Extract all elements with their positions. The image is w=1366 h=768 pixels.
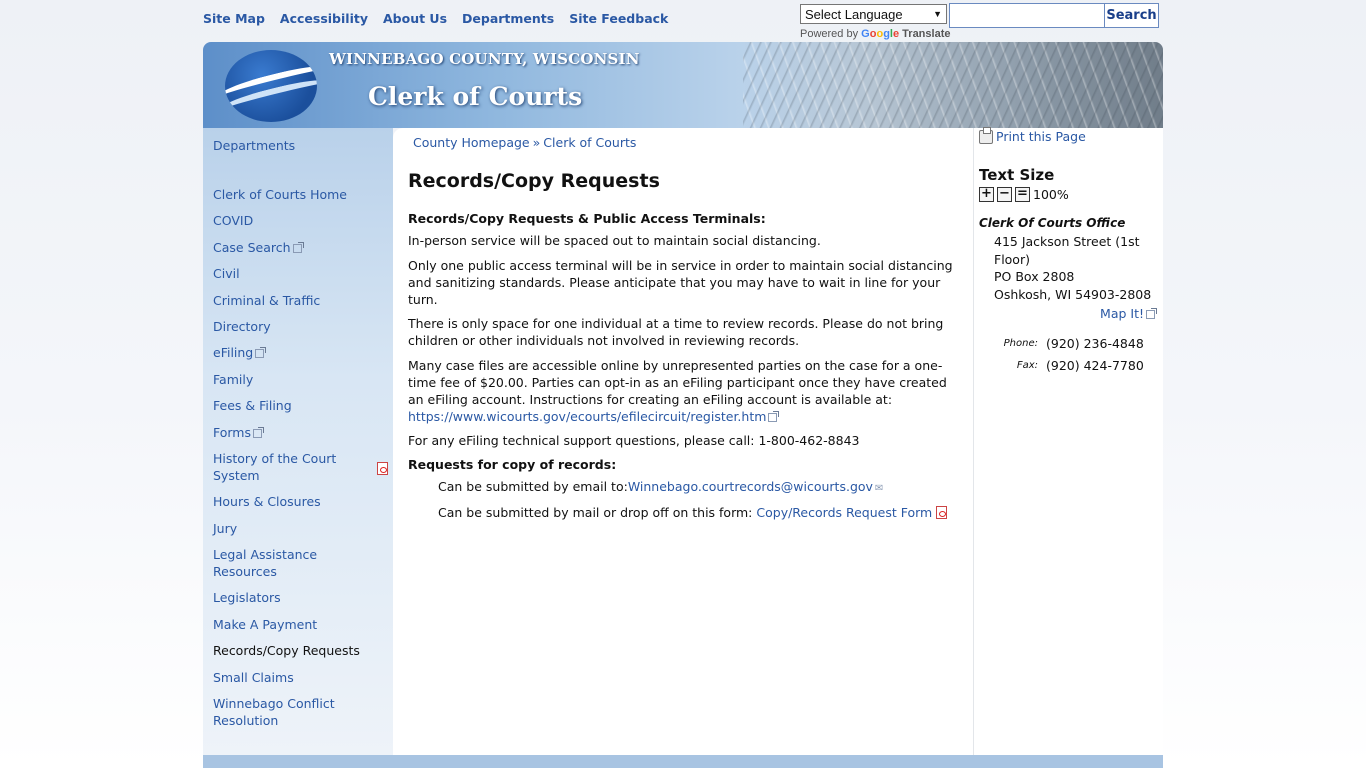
powered-by-google: [800, 28, 950, 40]
sidebar-item-criminal-traffic[interactable]: [213, 292, 393, 309]
site-search: [949, 3, 1159, 28]
email-request-text: Can be submitted by email to:: [438, 478, 628, 494]
site-map-link[interactable]: Site Map: [203, 11, 265, 26]
search-input[interactable]: [949, 3, 1105, 28]
address-line-2: PO Box 2808: [994, 269, 1075, 284]
sidebar-nav: [213, 186, 393, 729]
text-size-title: Text Size: [979, 166, 1055, 184]
sidebar-item-history[interactable]: [213, 450, 393, 484]
external-link-icon: [255, 349, 264, 358]
sidebar-item-records-copy[interactable]: [213, 642, 393, 659]
fax-row: [979, 358, 1163, 373]
text-size-value: 100%: [1033, 187, 1069, 202]
sidebar-item-label[interactable]: History of the Court System: [213, 450, 337, 483]
fax-value: (920) 424-7780: [1046, 358, 1144, 373]
breadcrumb: [408, 135, 958, 150]
mail-request-text: Can be submitted by mail or drop off on this form:: [438, 505, 753, 520]
department-name: Clerk of Courts: [368, 82, 583, 111]
phone-row: [979, 336, 1163, 351]
phone-label: Phone:: [1003, 338, 1038, 349]
sidebar-item-label[interactable]: Forms: [213, 424, 252, 440]
address-line-1: 415 Jackson Street (1st Floor): [994, 234, 1140, 267]
sidebar-item-label[interactable]: Jury: [213, 520, 238, 536]
accessibility-link[interactable]: Accessibility: [279, 11, 368, 26]
sidebar-item-label[interactable]: Clerk of Courts Home: [213, 187, 348, 202]
office-title: Clerk Of Courts Office: [979, 216, 1126, 230]
google-translate: [800, 4, 950, 40]
sidebar-item-label[interactable]: Legal Assistance Resources: [213, 547, 318, 580]
external-link-icon: [293, 244, 302, 253]
mail-icon: ✉: [874, 482, 884, 494]
efiling-register-link[interactable]: https://www.wicourts.gov/ecourts/efilecircuit/register.htm: [408, 408, 767, 424]
sidebar-item-label[interactable]: Records/Copy Requests: [213, 643, 360, 659]
banner: [203, 42, 1163, 128]
sidebar-item-fees-filing[interactable]: [213, 397, 393, 414]
language-select-label: Select Language: [805, 6, 903, 22]
sidebar-item-conflict-resolution[interactable]: [213, 695, 393, 729]
email-request-line: [408, 478, 958, 497]
sidebar-item-civil[interactable]: [213, 265, 393, 282]
translate-link[interactable]: Translate: [902, 28, 951, 40]
external-link-icon: [253, 429, 262, 438]
external-link-icon: [768, 413, 777, 422]
google-logo[interactable]: Google: [861, 28, 900, 40]
paragraph-terminal: Only one public access terminal will be in service in order to maintain social distancing and sanitizing standards. Please anticipate that you may have to wait in line for your turn.: [408, 257, 953, 307]
sidebar-item-label[interactable]: Legislators: [213, 590, 281, 606]
search-button[interactable]: Search: [1105, 3, 1159, 28]
paragraph-social-distancing: In-person service will be spaced out to maintain social distancing.: [408, 233, 821, 248]
sidebar-item-label[interactable]: Hours & Closures: [213, 494, 321, 510]
site-feedback-link[interactable]: Site Feedback: [569, 11, 669, 26]
phone-value: (920) 236-4848: [1046, 336, 1144, 351]
print-page-link[interactable]: Print this Page: [996, 129, 1086, 144]
paragraph-space: There is only space for one individual at a time to review records. Please do not bring children or other individuals not involved in reviewing records.: [408, 316, 944, 348]
language-select[interactable]: [800, 4, 947, 24]
paragraph-support-phone: For any eFiling technical support questions, please call: 1-800-462-8843: [408, 433, 860, 448]
mail-request-line: [408, 504, 958, 521]
section-heading-terminals: Records/Copy Requests & Public Access Terminals:: [408, 211, 766, 226]
email-link[interactable]: Winnebago.courtrecords@wicourts.gov: [627, 478, 873, 494]
fax-label: Fax:: [1016, 360, 1038, 371]
chevron-down-icon: ▼: [933, 9, 942, 19]
breadcrumb-separator: »: [532, 135, 541, 150]
sidebar-item-make-payment[interactable]: [213, 616, 393, 633]
sidebar-item-label[interactable]: Directory: [213, 318, 271, 334]
text-size-increase-button[interactable]: +: [979, 187, 994, 202]
external-link-icon: [1146, 310, 1155, 319]
sidebar-item-efiling[interactable]: [213, 344, 393, 361]
sidebar-item-covid[interactable]: [213, 212, 393, 229]
sidebar-item-hours-closures[interactable]: [213, 493, 393, 510]
sidebar-item-label[interactable]: eFiling: [213, 345, 254, 361]
sidebar-item-label[interactable]: Make A Payment: [213, 616, 318, 632]
powered-by-text: Powered by: [800, 28, 859, 40]
office-address: [979, 233, 1163, 303]
sidebar-item-label[interactable]: Fees & Filing: [213, 398, 292, 414]
county-name: WINNEBAGO COUNTY, WISCONSIN: [329, 50, 640, 68]
county-logo-icon[interactable]: [225, 50, 317, 122]
page-title: Records/Copy Requests: [408, 170, 660, 192]
sidebar-item-legislators[interactable]: [213, 589, 393, 606]
main-content: [393, 128, 973, 755]
footer-band: [203, 755, 1163, 768]
map-it-link[interactable]: Map It!: [1100, 306, 1144, 321]
print-page[interactable]: [979, 129, 1163, 144]
sidebar-item-jury[interactable]: [213, 520, 393, 537]
sidebar-item-legal-assistance[interactable]: [213, 546, 393, 580]
sidebar-item-small-claims[interactable]: [213, 669, 393, 686]
sidebar-item-clerk-home[interactable]: [213, 186, 393, 203]
sidebar: [203, 128, 393, 755]
request-form-link[interactable]: Copy/Records Request Form: [756, 505, 933, 520]
section-heading-copy-requests: Requests for copy of records:: [408, 456, 617, 472]
sidebar-item-family[interactable]: [213, 371, 393, 388]
address-line-3: Oshkosh, WI 54903-2808: [994, 286, 1152, 302]
breadcrumb-current-link[interactable]: Clerk of Courts: [543, 135, 637, 150]
sidebar-item-forms[interactable]: [213, 424, 393, 441]
sidebar-departments-link[interactable]: Departments: [213, 138, 296, 153]
printer-icon: [979, 130, 993, 144]
sidebar-item-label[interactable]: COVID: [213, 213, 254, 229]
sidebar-item-label[interactable]: Criminal & Traffic: [213, 292, 321, 308]
pdf-icon: [377, 462, 388, 475]
top-nav: [203, 11, 668, 26]
departments-link[interactable]: Departments: [462, 11, 555, 26]
right-column: [973, 128, 1163, 755]
sidebar-item-label[interactable]: Winnebago Conflict Resolution: [213, 696, 335, 729]
efiling-text: Many case files are accessible online by unrepresented parties on the case for a one-time fee of $20.00. Parties can opt-in as an eFiling participant once they have created an eFiling account. Instructions for creating an eFiling account is available at:: [408, 357, 947, 407]
paragraph-efiling: [408, 357, 958, 425]
sidebar-item-case-search[interactable]: [213, 239, 393, 256]
about-us-link[interactable]: About Us: [382, 11, 448, 26]
text-size-controls: [979, 187, 1163, 202]
text-size-decrease-button[interactable]: −: [997, 187, 1012, 202]
breadcrumb-home-link[interactable]: County Homepage: [413, 135, 530, 150]
sidebar-item-label[interactable]: Civil: [213, 266, 240, 282]
banner-photo: [743, 42, 1163, 128]
map-it: [979, 306, 1163, 321]
sidebar-item-label[interactable]: Case Search: [213, 239, 291, 255]
sidebar-item-label[interactable]: Family: [213, 371, 254, 387]
sidebar-item-directory[interactable]: [213, 318, 393, 335]
text-size-reset-button[interactable]: =: [1015, 187, 1030, 202]
sidebar-item-label[interactable]: Small Claims: [213, 669, 294, 685]
pdf-icon: [936, 506, 947, 519]
